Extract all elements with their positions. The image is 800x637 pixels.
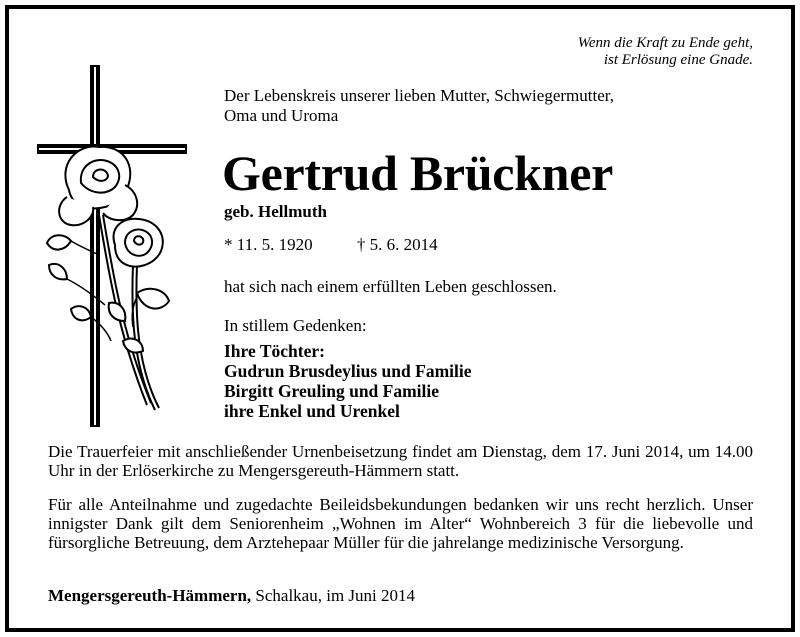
motto-line-2: ist Erlösung eine Gnade. (603, 52, 753, 68)
mourner-line: Birgitt Greuling und Familie (224, 381, 440, 401)
intro-line-1: Der Lebenskreis unserer lieben Mutter, Schwiegermutter, (224, 86, 614, 105)
deceased-name: Gertrud Brückner (222, 145, 613, 201)
life-dates (224, 235, 438, 255)
maiden-name: geb. Hellmuth (224, 202, 327, 221)
mourner-line: ihre Enkel und Urenkel (224, 401, 400, 421)
mourner-line: Gudrun Brusdeylius und Familie (224, 361, 472, 381)
motto (578, 35, 753, 69)
place-and-date (48, 586, 415, 606)
memory-line: In stillem Gedenken: (224, 316, 367, 335)
cross-with-roses-icon (37, 65, 187, 427)
motto-line-1: Wenn die Kraft zu Ende geht, (577, 35, 753, 51)
thanks-paragraph: Für alle Anteilnahme und zugedachte Beileidsbekundungen bedanken wir uns recht herzlich. Unser innigster Dank gilt dem Seniorenheim „Wohnen im Alter“ Wohnbereich 3 für die liebevolle und fürsorgliche Betreuung, dem Arztehepaar Müller für die jahrelange medizinische Versorgung. (48, 495, 753, 552)
closing-line: hat sich nach einem erfüllten Leben geschlossen. (224, 277, 557, 296)
birth-date: * 11. 5. 1920 (224, 235, 313, 254)
obituary-notice (5, 5, 795, 632)
place-rest: Schalkau, im Juni 2014 (251, 586, 416, 605)
death-date: † 5. 6. 2014 (356, 235, 438, 254)
place-town: Mengersgereuth-Hämmern, (48, 586, 252, 605)
intro-line-2: Oma und Uroma (224, 106, 339, 125)
mourner-line: Ihre Töchter: (224, 341, 325, 361)
funeral-paragraph: Die Trauerfeier mit anschließender Urnenbeisetzung findet am Dienstag, dem 17. Juni 2014, um 14.00 Uhr in der Erlöserkirche zu Mengersgereuth-Hämmern statt. (48, 442, 753, 480)
intro-text (224, 86, 614, 126)
mourners-list (224, 341, 472, 421)
